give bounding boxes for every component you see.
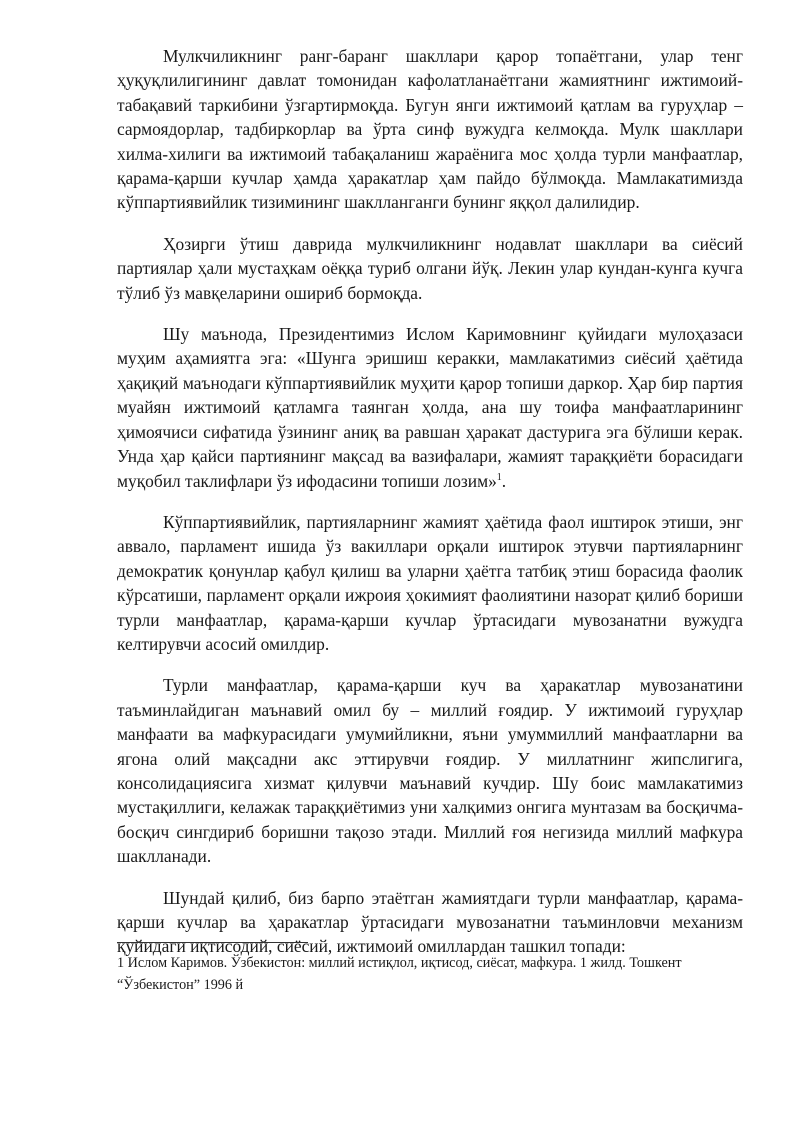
paragraph-1: Мулкчиликнинг ранг-баранг шакллари қарор топаётгани, улар тенг ҳуқуқлилигининг давлат томонидан кафолатланаётгани жамиятнинг ижтимоий-табақавий таркибини ўзгартирмоқда. Бугун янги ижтимоий қатлам ва гуруҳлар – сармоядорлар, тадбиркорлар ва ўрта синф вужудга келмоқда. Мулк шакллари хилма-хилиги ва ижтимоий табақаланиш жараёнига мос ҳолда турли манфаатлар, қарама-қарши кучлар ҳамда ҳаракатлар ҳам пайдо бўлмоқда. Мамлакатимизда кўппартиявийлик тизимининг шаклланганги бунинг яққол далилидир. bbox=[117, 46, 743, 213]
footnote-reference[interactable]: 1 bbox=[496, 471, 502, 483]
footnote-text-line-1: 1 Ислом Каримов. Ўзбекистон: миллий истиқлол, иқтисод, сиёсат, мафкура. 1 жилд. Тошкент bbox=[117, 955, 682, 971]
paragraph-3: Шу маънода, Президентимиз Ислом Каримовнинг қуйидаги мулоҳазаси муҳим аҳамиятга эга: «Шунга эришиш керакки, мамлакатимиз сиёсий ҳаётида ҳақиқий маънодаги кўппартиявийлик муҳити қарор топиши даркор. Ҳар бир партия муайян ижтимоий қатламга таянган ҳолда, ана шу тоифа манфаатларининг ҳимоячиси сифатида ўзининг аниқ ва равшан ҳаракат дастурига эга бўлиши керак. Унда ҳар қайси партиянинг мақсад ва вазифалари, жамият тараққиёти борасидаги муқобил таклифлари ўз ифодасини топиши лозим»$^1$. bbox=[117, 324, 743, 491]
document-body bbox=[117, 44, 743, 976]
paragraph-6: Шундай қилиб, биз барпо этаётган жамиятдаги турли манфаатлар, қарама-қарши кучлар ва ҳаракатлар ўртасидаги мувозанатни таъминловчи механизм қуйидаги иқтисодий, сиёсий, ижтимоий омиллардан ташкил топади: bbox=[117, 887, 743, 957]
footnote-divider bbox=[117, 942, 308, 943]
paragraph-4: Кўппартиявийлик, партияларнинг жамият ҳаётида фаол иштирок этиши, энг аввало, парламент ишида ўз вакиллари орқали иштирок этувчи партияларнинг демократик қонунлар қабул қилиш ва уларни ҳаётга татбиқ этиш борасида фаолик кўрсатиши, парламент орқали ижроия ҳокимият фаолиятини назорат қилиб бориши турли манфаатлар, қарама-қарши кучлар ўртасидаги мувозанатни вужудга келтирувчи асосий омилдир. bbox=[117, 511, 743, 654]
paragraph-2: Ҳозирги ўтиш даврида мулкчиликнинг нодавлат шакллари ва сиёсий партиялар ҳали мустаҳкам оёққа туриб олгани йўқ. Лекин улар кундан-кунга кучга тўлиб ўз мавқеларини ошириб бормоқда. bbox=[117, 233, 743, 303]
paragraph-3-text: Шу маънода, Президентимиз Ислом Каримовнинг қуйидаги мулоҳазаси муҳим аҳамиятга эга: «Шунга эришиш керакки, мамлакатимиз сиёсий ҳаётида ҳақиқий маънодаги кўппартиявийлик муҳити қарор топиши даркор. Ҳар бир партия муайян ижтимоий қатламга таянган ҳолда, ана шу тоифа манфаатларининг ҳимоячиси сифатида ўзининг аниқ ва равшан ҳаракат дастурига эга бўлиши керак. Унда ҳар қайси партиянинг мақсад ва вазифалари, жамият тараққиёти борасидаги муқобил таклифлари ўз ифодасини топиши лозим» bbox=[117, 324, 743, 491]
paragraph-5: Турли манфаатлар, қарама-қарши куч ва ҳаракатлар мувозанатини таъминлайдиган маънавий омил бу – миллий ғоядир. У ижтимоий гуруҳлар манфаати ва мафкурасидаги умумийликни, яъни умуммиллий манфаатларни ва ягона олий мақсадни акс эттирувчи ғоядир. У миллатнинг жипслигига, консолидациясига хизмат қилувчи маънавий кучдир. Шу боис мамлакатимиз мустақиллиги, келажак тараққиётимиз уни халқимиз онгига мунтазам ва босқичма-босқич сингдириб боришни тақозо этади. Миллий ғоя негизида миллий мафкура шаклланади. bbox=[117, 675, 743, 867]
footnote-text-line-2: “Ўзбекистон” 1996 й bbox=[117, 977, 244, 993]
footnote bbox=[117, 952, 743, 996]
